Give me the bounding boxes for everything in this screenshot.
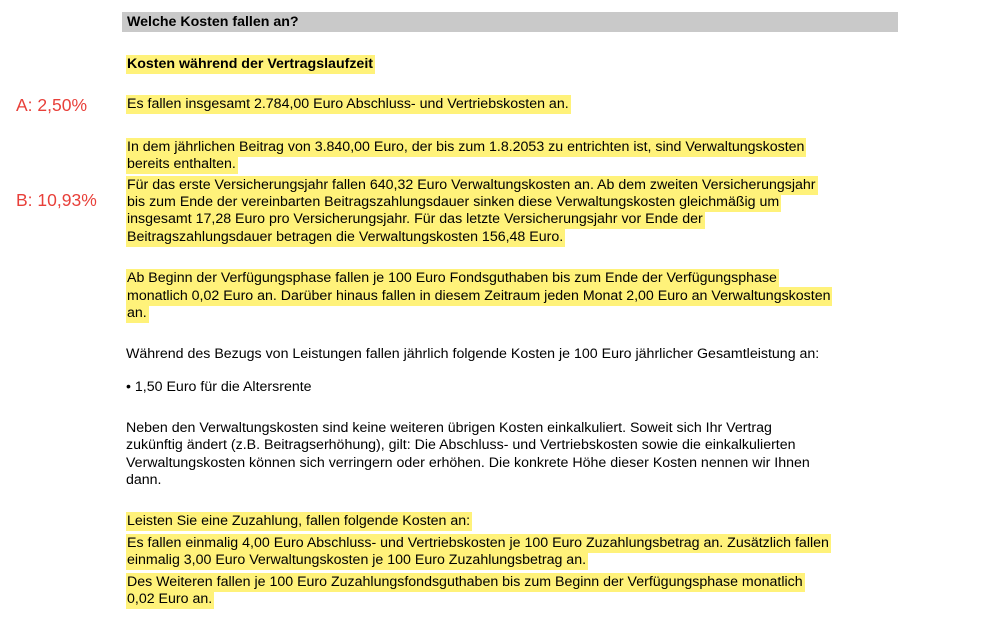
section-header	[122, 12, 898, 32]
annotation-a: A: 2,50%	[16, 95, 88, 115]
subheading-line	[126, 56, 375, 74]
text-line: bis zum Ende der vereinbarten Beitragszahlungsdauer sinken diese Verwaltungskosten gleichmäßig um	[127, 194, 780, 210]
text-line: Des Weiteren fallen je 100 Euro Zuzahlungsfondsguthaben bis zum Beginn der Verfügungsphase monatlich	[127, 574, 803, 590]
text-line: monatlich 0,02 Euro an. Darüber hinaus fallen in diesem Zeitraum jeden Monat 2,00 Euro an Verwaltungskosten	[127, 288, 831, 304]
subheading: Kosten während der Vertragslaufzeit	[127, 56, 373, 72]
text-line: an.	[127, 305, 147, 321]
text-line: Während des Bezugs von Leistungen fallen jährlich folgende Kosten je 100 Euro jährlicher Gesamtleistung an:	[126, 346, 820, 362]
text-line: bereits enthalten.	[127, 156, 236, 172]
text-line: dann.	[126, 472, 162, 488]
text-line: Es fallen insgesamt 2.784,00 Euro Abschluss- und Vertriebskosten an.	[127, 96, 569, 112]
text-line: insgesamt 17,28 Euro pro Versicherungsjahr. Für das letzte Versicherungsjahr vor Ende der	[127, 211, 703, 227]
bullet-item: • 1,50 Euro für die Altersrente	[126, 379, 312, 395]
text-line: Neben den Verwaltungskosten sind keine weiteren übrigen Kosten einkalkuliert. Soweit sich Ihr Vertrag	[126, 420, 772, 436]
text-line: Ab Beginn der Verfügungsphase fallen je 100 Euro Fondsguthaben bis zum Ende der Verfügungsphase	[127, 270, 777, 286]
annotation-b: B: 10,93%	[16, 190, 97, 210]
text-line: Beitragszahlungsdauer betragen die Verwaltungskosten 156,48 Euro.	[127, 229, 564, 245]
section-title: Welche Kosten fallen an?	[127, 14, 299, 30]
text-line: 0,02 Euro an.	[127, 591, 213, 607]
text-line: In dem jährlichen Beitrag von 3.840,00 Euro, der bis zum 1.8.2053 zu entrichten ist, sind Verwaltungskosten	[127, 139, 805, 155]
text-line: Verwaltungskosten können sich verringern oder erhöhen. Die konkrete Höhe dieser Kosten nennen wir Ihnen	[126, 455, 810, 471]
text-line: einmalig 3,00 Euro Verwaltungskosten je 100 Euro Zuzahlungsbetrag an.	[127, 552, 587, 568]
text-line: Für das erste Versicherungsjahr fallen 640,32 Euro Verwaltungskosten an. Ab dem zweiten Versicherungsjahr	[127, 177, 816, 193]
text-line: Es fallen einmalig 4,00 Euro Abschluss- und Vertriebskosten je 100 Euro Zuzahlungsbetrag an. Zusätzlich fallen	[127, 535, 829, 551]
text-line: Leisten Sie eine Zuzahlung, fallen folgende Kosten an:	[127, 513, 471, 529]
text-line: zukünftig ändert (z.B. Beitragserhöhung), gilt: Die Abschluss- und Vertriebskosten sowie die einkalkulierten	[126, 437, 796, 453]
